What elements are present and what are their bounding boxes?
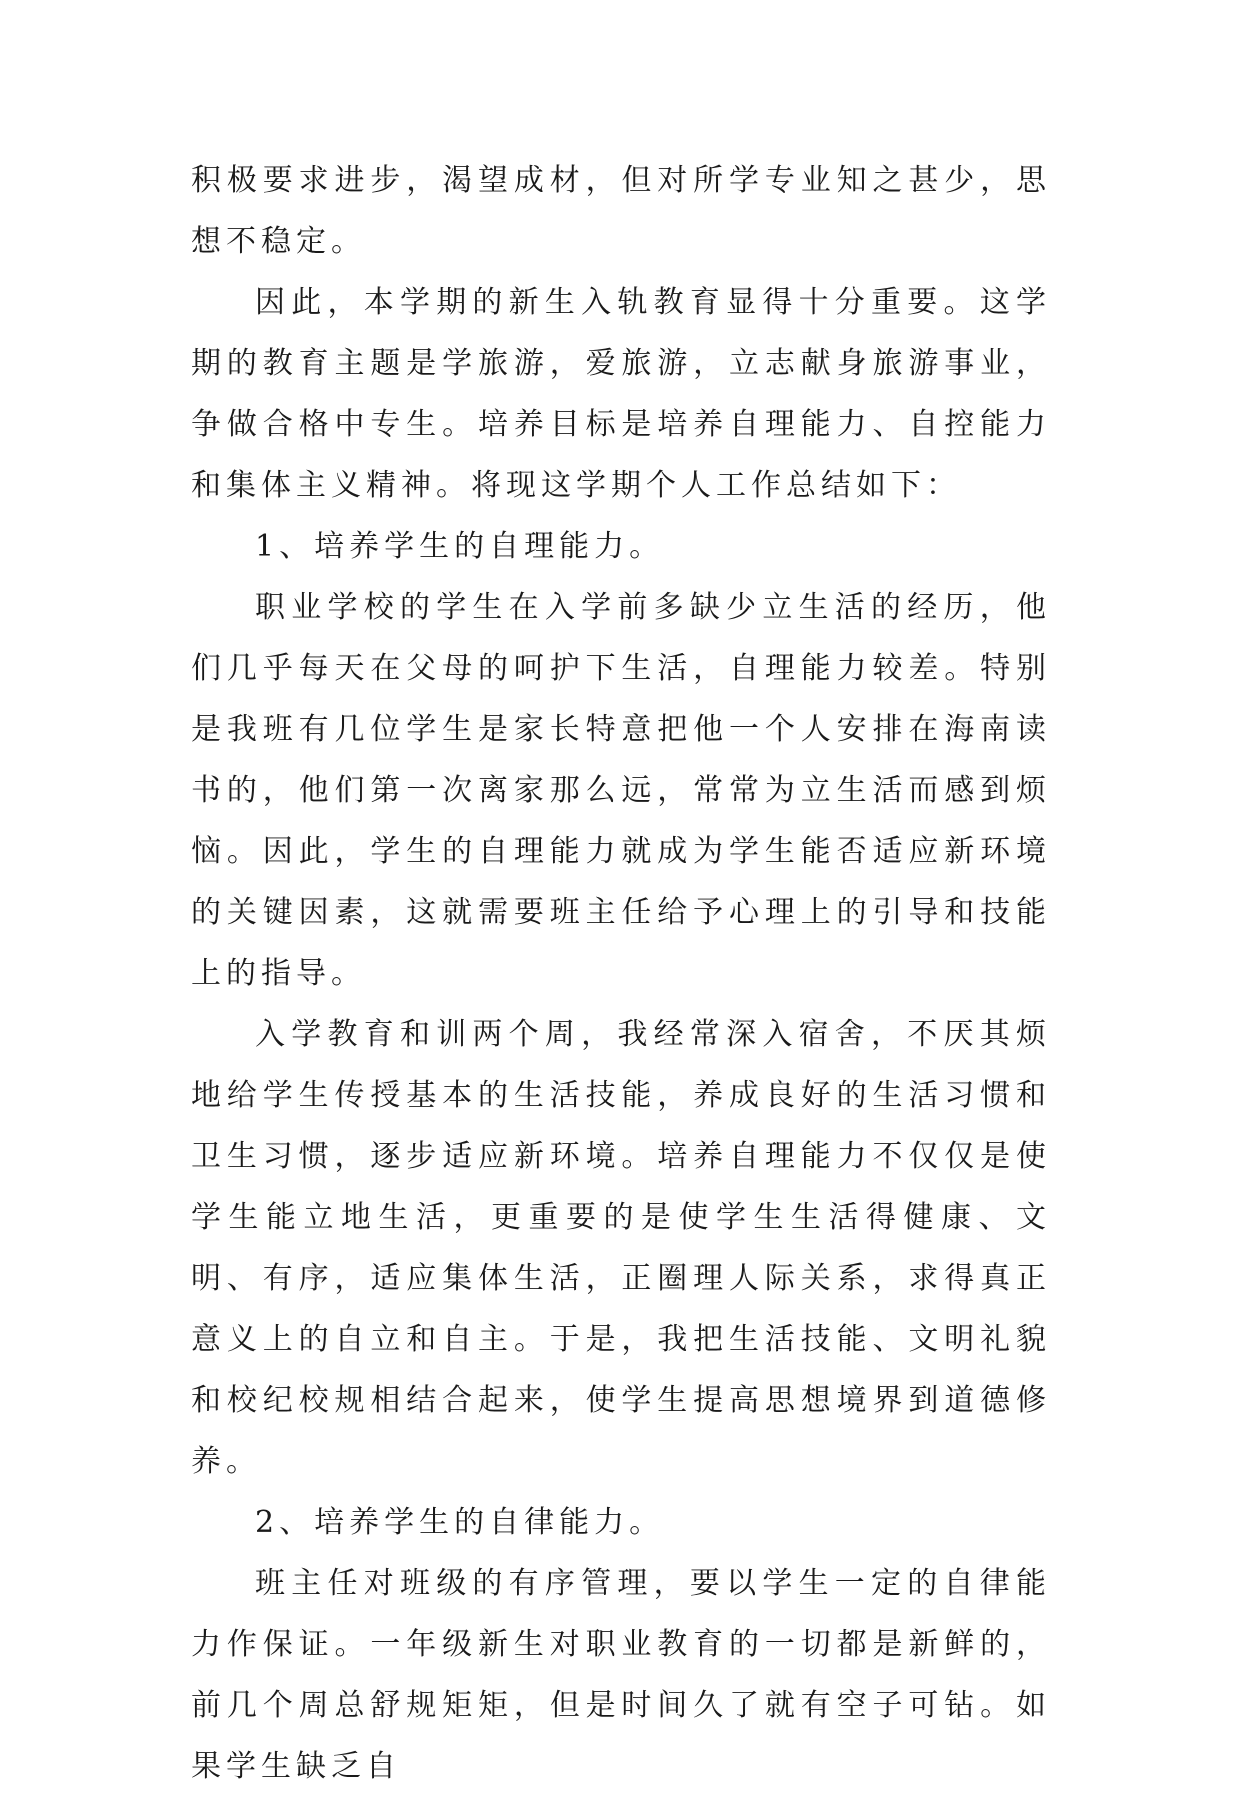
paragraph-4: 入学教育和训两个周，我经常深入宿舍，不厌其烦地给学生传授基本的生活技能，养成良好的生活习惯和卫生习惯，逐步适应新环境。培养自理能力不仅仅是使学生能立地生活，更重要的是使学生生活得健康、文明、有序，适应集体生活，正圈理人际关系，求得真正意义上的自立和自主。于是，我把生活技能、文明礼貌和校纪校规相结合起来，使学生提高思想境界到道德修养。 bbox=[191, 1017, 1051, 1479]
paragraph-1: 积极要求进步，渴望成材，但对所学专业知之甚少，思想不稳定。 bbox=[191, 163, 1051, 259]
document-body bbox=[191, 150, 1051, 1797]
paragraph-5: 班主任对班级的有序管理，要以学生一定的自律能力作保证。一年级新生对职业教育的一切都是新鲜的，前几个周总舒规矩矩，但是时间久了就有空子可钻。如果学生缺乏自 bbox=[191, 1566, 1051, 1784]
section-heading-2: 2、培养学生的自律能力。 bbox=[255, 1505, 665, 1540]
section-heading-1: 1、培养学生的自理能力。 bbox=[255, 529, 665, 564]
paragraph-3: 职业学校的学生在入学前多缺少立生活的经历，他们几乎每天在父母的呵护下生活，自理能力较差。特别是我班有几位学生是家长特意把他一个人安排在海南读书的，他们第一次离家那么远，常常为立生活而感到烦恼。因此，学生的自理能力就成为学生能否适应新环境的关键因素，这就需要班主任给予心理上的引导和技能上的指导。 bbox=[191, 590, 1051, 991]
paragraph-2: 因此，本学期的新生入轨教育显得十分重要。这学期的教育主题是学旅游，爱旅游，立志献身旅游事业，争做合格中专生。培养目标是培养自理能力、自控能力和集体主义精神。将现这学期个人工作总结如下： bbox=[191, 285, 1051, 503]
